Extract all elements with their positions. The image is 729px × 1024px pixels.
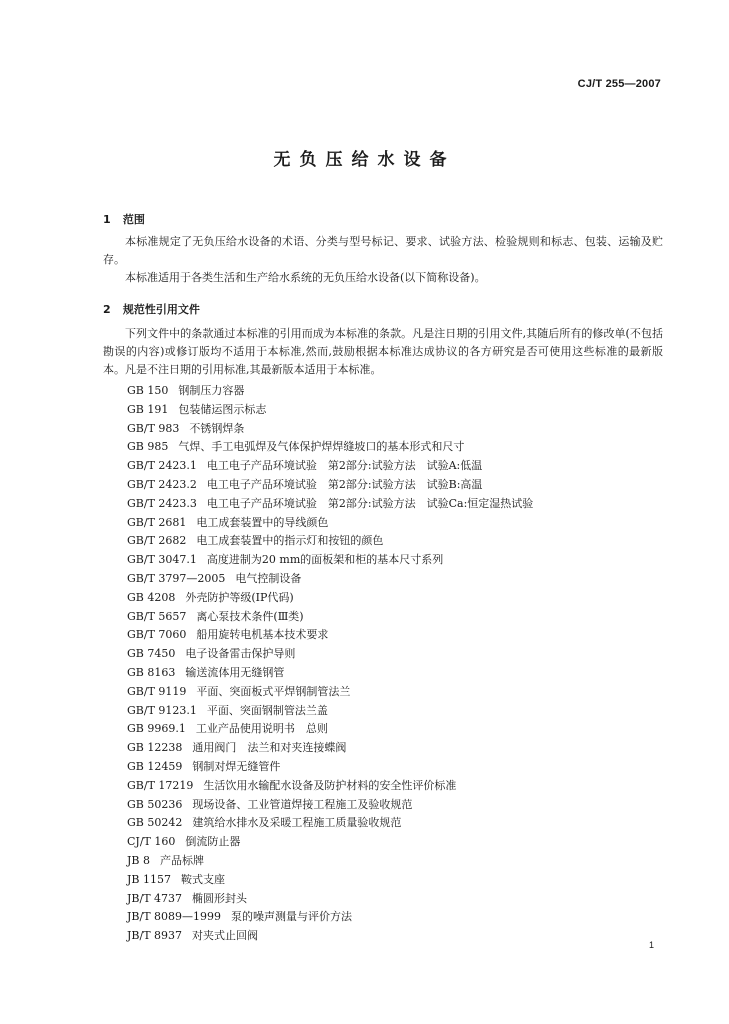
- reference-title: 现场设备、工业管道焊接工程施工及验收规范: [192, 797, 413, 811]
- reference-code: GB/T 17219: [127, 778, 194, 792]
- document-title: 无负压给水设备: [273, 150, 456, 170]
- reference-code: GB 8163: [127, 665, 176, 679]
- reference-code: GB 12238: [127, 741, 183, 755]
- reference-title: 气焊、手工电弧焊及气体保护焊焊缝坡口的基本形式和尺寸: [178, 440, 465, 454]
- reference-code: GB/T 3047.1: [127, 553, 197, 567]
- reference-title: 船用旋转电机基本技术要求: [196, 628, 329, 642]
- reference-code: GB 9969.1: [127, 722, 186, 736]
- reference-code: GB/T 2682: [127, 534, 187, 548]
- section-1-heading: [103, 211, 145, 227]
- reference-title: 电工电子产品环境试验 第2部分:试验方法 试验Ca:恒定湿热试验: [206, 496, 534, 510]
- reference-item: [127, 927, 533, 946]
- page-number: 1: [648, 940, 654, 950]
- section-number: 2: [103, 303, 111, 316]
- reference-code: GB 50236: [127, 797, 183, 811]
- reference-title: 电气控制设备: [235, 571, 302, 585]
- reference-item: [127, 382, 533, 401]
- reference-item: [127, 908, 533, 927]
- reference-code: GB 985: [127, 440, 169, 454]
- reference-item: [127, 702, 533, 721]
- reference-title: 输送流体用无缝钢管: [185, 665, 285, 679]
- reference-title: 泵的噪声测量与评价方法: [231, 910, 353, 924]
- reference-code: JB/T 8089—1999: [127, 910, 222, 924]
- reference-title: 电子设备雷击保护导则: [185, 647, 296, 661]
- reference-title: 钢制对焊无缝管件: [192, 759, 281, 773]
- reference-item: [127, 532, 533, 551]
- reference-item: [127, 664, 533, 683]
- reference-code: GB/T 2423.1: [127, 459, 197, 473]
- reference-title: 对夹式止回阀: [192, 929, 259, 943]
- scope-paragraph-1: 本标准规定了无负压给水设备的术语、分类与型号标记、要求、试验方法、检验规则和标志、包装、运输及贮存。: [103, 235, 663, 266]
- reference-title: 鞍式支座: [180, 872, 225, 886]
- reference-item: [127, 796, 533, 815]
- reference-code: CJ/T 160: [127, 835, 176, 849]
- reference-title: 生活饮用水输配水设备及防护材料的安全性评价标准: [203, 778, 457, 792]
- reference-item: [127, 551, 533, 570]
- reference-item: [127, 890, 533, 909]
- section-number: 1: [103, 213, 111, 226]
- reference-item: [127, 720, 533, 739]
- reference-title: 平面、突面板式平焊钢制管法兰: [196, 684, 351, 698]
- reference-code: GB/T 7060: [127, 628, 187, 642]
- reference-item: [127, 683, 533, 702]
- reference-title: 离心泵技术条件(Ⅲ类): [196, 609, 304, 623]
- reference-code: GB 50242: [127, 816, 183, 830]
- reference-code: GB/T 2681: [127, 515, 187, 529]
- reference-item: [127, 758, 533, 777]
- reference-code: GB/T 983: [127, 421, 180, 435]
- reference-code: GB 4208: [127, 590, 176, 604]
- reference-title: 倒流防止器: [185, 835, 241, 849]
- reference-title: 工业产品使用说明书 总则: [195, 722, 328, 736]
- reference-item: [127, 739, 533, 758]
- reference-item: [127, 514, 533, 533]
- references-intro: 下列文件中的条款通过本标准的引用而成为本标准的条款。凡是注日期的引用文件,其随后所有的修改单(不包括勘误的内容)或修订版均不适用于本标准,然而,鼓励根据本标准达成协议的各方研究是否可使用这些标准的最新版本。凡是不注日期的引用标准,其最新版本适用于本标准。: [103, 327, 663, 376]
- reference-code: JB/T 8937: [127, 929, 183, 943]
- reference-title: 不锈钢焊条: [189, 421, 245, 435]
- reference-title: 电工电子产品环境试验 第2部分:试验方法 试验A:低温: [206, 459, 483, 473]
- reference-title: 椭圆形封头: [192, 891, 248, 905]
- reference-code: GB/T 3797—2005: [127, 571, 226, 585]
- reference-code: JB 8: [127, 853, 150, 867]
- section-2-heading: [103, 301, 200, 317]
- reference-code: GB 12459: [127, 759, 183, 773]
- reference-title: 电工电子产品环境试验 第2部分:试验方法 试验B:高温: [206, 477, 483, 491]
- reference-item: [127, 589, 533, 608]
- reference-code: JB/T 4737: [127, 891, 183, 905]
- reference-title: 电工成套装置中的指示灯和按钮的颜色: [196, 534, 384, 548]
- reference-code: GB 7450: [127, 647, 176, 661]
- reference-code: GB/T 9123.1: [127, 703, 197, 717]
- reference-code: GB/T 9119: [127, 684, 187, 698]
- reference-code: JB 1157: [127, 872, 171, 886]
- reference-title: 建筑给水排水及采暖工程施工质量验收规范: [192, 816, 402, 830]
- reference-item: [127, 495, 533, 514]
- reference-item: [127, 814, 533, 833]
- scope-paragraph-2: 本标准适用于各类生活和生产给水系统的无负压给水设备(以下简称设备)。: [125, 271, 486, 284]
- reference-item: [127, 457, 533, 476]
- reference-code: GB 150: [127, 384, 169, 397]
- reference-code: GB/T 2423.2: [127, 477, 197, 491]
- reference-item: [127, 401, 533, 420]
- reference-code: GB/T 2423.3: [127, 496, 197, 510]
- reference-code: GB/T 5657: [127, 609, 187, 623]
- reference-title: 钢制压力容器: [178, 384, 245, 397]
- reference-item: [127, 570, 533, 589]
- reference-title: 平面、突面钢制管法兰盖: [206, 703, 328, 717]
- section-heading-text: 范围: [122, 213, 145, 226]
- reference-item: [127, 833, 533, 852]
- section-heading-text: 规范性引用文件: [122, 303, 200, 316]
- reference-list: [127, 382, 533, 946]
- reference-title: 包装储运图示标志: [178, 402, 267, 416]
- reference-title: 通用阀门 法兰和对夹连接蝶阀: [192, 741, 347, 755]
- reference-item: [127, 852, 533, 871]
- reference-item: [127, 626, 533, 645]
- reference-item: [127, 420, 533, 439]
- reference-item: [127, 476, 533, 495]
- reference-item: [127, 608, 533, 627]
- reference-item: [127, 777, 533, 796]
- reference-code: GB 191: [127, 402, 169, 416]
- reference-item: [127, 645, 533, 664]
- reference-title: 外壳防护等级(IP代码): [185, 590, 294, 604]
- reference-title: 高度进制为20 mm的面板架和柜的基本尺寸系列: [206, 553, 444, 567]
- reference-title: 产品标牌: [160, 853, 204, 867]
- document-code: CJ/T 255—2007: [577, 78, 661, 90]
- reference-item: [127, 438, 533, 457]
- reference-item: [127, 871, 533, 890]
- reference-title: 电工成套装置中的导线颜色: [196, 515, 329, 529]
